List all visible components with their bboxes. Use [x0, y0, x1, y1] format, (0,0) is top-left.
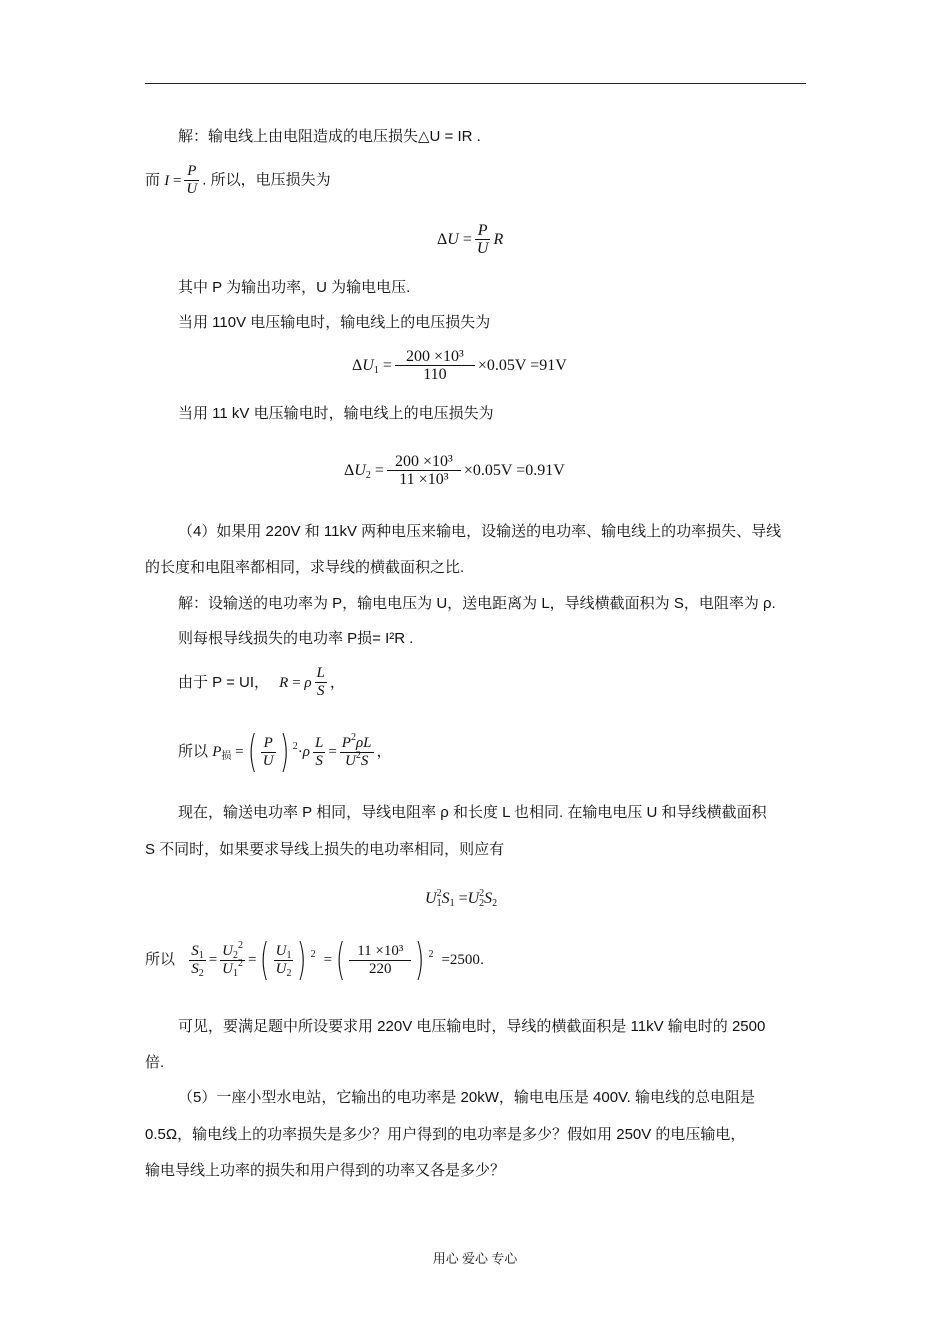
text-line: （4）如果用 220V 和 11kV 两种电压来输电，设输送的电功率、输电线上的功率损失、导线: [178, 523, 782, 540]
text-fragment: 而: [145, 171, 161, 189]
text-line: 倍.: [145, 1054, 165, 1071]
formula-r-equals: R = ρ: [279, 674, 312, 691]
text-line: 的长度和电阻率都相同，求导线的横截面积之比.: [145, 559, 465, 576]
denominator: 220: [369, 960, 392, 977]
equation-rhs: ×0.05V =91V: [477, 356, 567, 374]
text-line: （5）一座小型水电站，它输出的电功率是 20kW，输电电压是 400V. 输电线的总电阻是: [178, 1089, 756, 1106]
text-line-with-formula: 所以 $\frac{S_1}{S_2}$ = $\frac{U_2^2}{U_1^2}$ =( $\frac{U_1}{U_2}$ ) $^2$ =( $\frac{\text{11 ×10³}}{220}$ ) $^2$ =2500.: [145, 934, 485, 985]
text-line: 解：设输送的电功率为 P，输电电压为 U，送电距离为 L，导线横截面积为 S，电阻率为 ρ.: [178, 595, 776, 612]
text-line: 当用 110V 电压输电时，输电线上的电压损失为: [178, 314, 491, 331]
page-footer: 用心 爱心 专心: [432, 1251, 518, 1266]
text-line: S 不同时，如果要求导线上损失的电功率相同，则应有: [145, 841, 505, 858]
formula-i-equals: I =: [164, 172, 182, 189]
text-line: 当用 11 kV 电压输电时，输电线上的电压损失为: [178, 405, 494, 422]
numerator: 200 ×10³: [395, 348, 475, 366]
text-fragment: 所以: [178, 743, 209, 760]
equation-delta-u: ΔU = $\frac{P}{U}$ R: [437, 222, 504, 257]
text-fragment: 由于 P = UI，: [178, 673, 269, 691]
fraction-l-over-s: $\frac{L}{S}$: [316, 665, 325, 699]
text-line: 输电导线上功率的损失和用户得到的功率又各是多少？: [145, 1162, 506, 1179]
fraction-p-over-u: $\frac{P}{U}$: [186, 163, 198, 197]
numerator: 11 ×10³: [349, 943, 411, 961]
equation-delta-u2: $\Delta U_2$ = $\frac{\text{200 ×10³}}{\text{11 ×10³}}$ ×0.05V =0.91V: [344, 453, 565, 488]
equation-rhs: ×0.05V =0.91V: [463, 461, 565, 479]
text-line-with-formula: 由于 P = UI， R = ρ $\frac{L}{S}$ ，: [178, 665, 345, 699]
text-fragment: 所以: [145, 951, 176, 968]
formula-p-loss: $P_损$ =: [212, 744, 244, 762]
text-line: 可见，要满足题中所设要求用 220V 电压输电时，导线的横截面积是 11kV 输电时的 2500: [178, 1018, 766, 1035]
text-line: 解：输电线上由电阻造成的电压损失△U = IR .: [178, 128, 481, 145]
text-line: 则每根导线损失的电功率 P损= I²R .: [178, 630, 414, 647]
header-rule: [145, 83, 806, 84]
denominator: 11 ×10³: [399, 471, 449, 488]
numerator: 200 ×10³: [387, 453, 461, 471]
equation-u-s-relation: $U_1^2S_1 =U_2^2S_2$: [425, 888, 498, 909]
text-line-with-formula: [145, 163, 810, 198]
equation-delta-u1: $\Delta U_1$ = $\frac{\text{200 ×10³}}{110}$ ×0.05V =91V: [352, 348, 567, 383]
text-line: 现在，输送电功率 P 相同，导线电阻率 ρ 和长度 L 也相同. 在输电电压 U 和导线横截面积: [178, 804, 767, 821]
text-line-with-formula: 所以 $P_损$ =( $\frac{P}{U}$ ) $^2$·ρ $\frac{L}{S}$ = $\frac{P^2\rho L}{U^2S}$ ，: [178, 726, 392, 777]
text-line: 0.5Ω，输电线上的功率损失是多少？用户得到的电功率是多少？假如用 250V 的电压输电，: [145, 1126, 746, 1143]
ratio-result: =2500: [441, 952, 480, 968]
text-fragment: . 所以，电压损失为: [202, 171, 331, 189]
denominator: 110: [423, 366, 447, 383]
text-line: 其中 P 为输出功率，U 为输电电压.: [178, 279, 411, 296]
